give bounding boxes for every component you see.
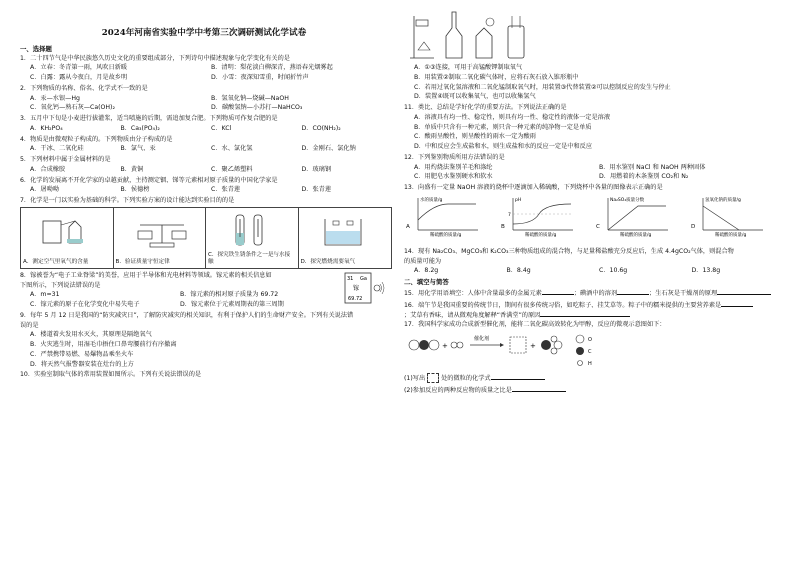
q10-stem: 10．实验室制取气体的常用装置如图所示。下列有关说法错误的是 [20,371,202,379]
q13-graph-d [689,194,784,246]
q7-apparatus-table [20,207,392,269]
ga-mass: 69.72 [348,295,363,302]
q15-part-b: ；碘酒中的溶剂 [573,290,618,297]
section-fill: 二、填空与简答 [404,278,449,286]
q5-option-c: C．聚乙烯塑料 [211,165,253,173]
q3-option-c: C．KCl [211,124,232,132]
section-choice: 一、选择题 [20,44,52,53]
beaker-icon [317,211,377,249]
q10-option-d: D．装置④既可以收集氧气，也可以收集氢气 [414,93,536,101]
legend-o: O [588,337,592,343]
q11-option-d: D．中和反应会生成盐和水，则生成盐和水的反应一定是中和反应 [414,143,593,150]
q15-part-c: ；生石灰是干燥剂的原理 [649,290,718,297]
q12-stem: 12．下列鉴别物质所用方法错误的是 [404,153,505,161]
q17-stem: 17．我国科学家成功合成新型催化剂，能将二氧化碳高效转化为甲醇，反应的微观示意图如下： [404,321,666,329]
q7-cell-b [114,208,207,268]
q12-option-d: D．用燃着的木条鉴别 CO₂和 N₂ [599,173,689,181]
left-column [16,0,392,381]
balance-icon [132,211,192,249]
q6-option-c: C．张青莲 [211,186,241,194]
q13-b-ylabel: pH [515,197,522,203]
q5-option-b: B．黄铜 [120,165,144,173]
q13-c-letter: C [596,223,600,230]
q11-option-b: B．单质中只含有一种元素，则只含一种元素的纯净物一定是单质 [414,123,592,131]
q4-option-c: C．水、氯化氢 [211,145,253,153]
catalyst-label: 催化剂 [474,336,490,342]
ga-number: 31 [347,275,354,282]
q8-stem: 8．镓被誉为“电子工业脊梁”的美誉，应用于半导体和光电材料等领域。镓元素的相关信息如 [20,271,272,279]
gas-apparatus-icon [404,6,544,60]
svg-text:+: + [442,342,448,350]
q17-sub2 [404,385,784,395]
q17-blank-2[interactable] [512,385,566,392]
q16-part-a: 16．端午节是我国重要的传统节日，期间有很多传统习俗，如吃粽子、挂艾草等。粽子中的糯米提供的主要营养素是 [404,301,722,309]
q5-option-a: A．合成橡胶 [30,165,66,173]
q7-stem: 7．化学是一门以实验为基础的科学。下列实验方案的设计能达到实验目的的是 [20,197,235,205]
q9-option-d: D．将天然气报警器安装在灶台的上方 [30,360,134,368]
q15-blank-2[interactable] [617,288,649,295]
q4-option-a: A．干冰、二氧化硅 [30,145,84,153]
q16-blank-2[interactable] [540,310,630,317]
q10-option-c: C．若用过氧化氢溶液和二氧化锰制取氧气时，用装置③代替装置②可以控制反应的发生与停止 [414,83,671,91]
q17-sub1-a: (1)写出 [404,375,426,382]
q17-sub2-text: (2)参加反应的两种反应物的质量之比是 [404,387,512,394]
q13-a-letter: A [406,223,410,230]
q2-option-b: B．氢氧化钠—烧碱—NaOH [211,94,289,102]
q17-blank-1[interactable] [491,373,545,380]
q10-option-a: A．①③连接，可用于高锰酸钾制取氧气 [414,64,523,71]
legend-h: H [588,361,592,367]
q13-d-letter: D [691,223,696,230]
q9-stem-cont: 误的是 [20,321,39,329]
right-column [400,0,784,397]
q8-option-b: B．镓元素的相对原子质量为 69.72 [180,291,279,299]
q17-molecule-diagram [404,331,784,371]
q13-b-ph-tick: 7 [508,212,511,218]
q13-d-xlabel: 稀硫酸的质量/g [715,232,747,238]
q7-caption-d: D．探究燃烧需要氧气 [300,259,356,265]
q7-caption-a: A．测定空气里氧气的含量 [23,259,89,265]
q12-option-c: C．用肥皂水鉴别硬水和软水 [414,173,493,181]
q8-block [16,272,392,309]
q2-stem: 2．下列物质的名称、俗名、化学式不一致的是 [20,84,148,92]
svg-text:+: + [530,342,536,350]
q15-blank-3[interactable] [717,288,771,295]
q6-option-d: D．张青莲 [301,186,332,194]
q14-stem-cont: 的质量可能为 [404,257,442,265]
exam-title: 2024年河南省实验中学中考第三次调研测试化学试卷 [101,28,307,38]
q4-stem: 4．物质是由微观粒子构成的。下列物质由分子构成的是 [20,135,173,143]
q10-option-b: B．用装置②制取二氧化碳气体时，应将石灰石放入锥形瓶中 [414,73,579,81]
q17-sub1-b: 处的微粒的化学式 [441,375,491,382]
q7-cell-a [21,208,114,268]
q13-stem: 13．向盛有一定量 NaOH 溶液的烧杯中逐滴加入稀硫酸，下列烧杯中各量的图像表示正确的是 [404,184,663,191]
q13-b-letter: B [501,223,505,230]
q11-option-c: C．酸雨呈酸性，则呈酸性的雨水一定为酸雨 [414,133,536,141]
ga-name: 镓 [353,284,360,292]
q7-cell-c [206,208,299,268]
q2-option-c: C．氧化钙—熟石灰—Ca(OH)₂ [30,104,115,112]
q6-option-a: A．屠呦呦 [30,186,59,194]
q13-graph-c [594,194,689,246]
q7-caption-b: B．验证质量守恒定律 [115,259,170,265]
test-tube-icon [224,211,284,249]
q7-caption-c: C．探究铁生锈条件之一是与水接触 [208,252,291,265]
legend-c: C [588,349,592,355]
q16-blank-1[interactable] [721,300,753,307]
q14-option-b: B．8.4g [506,267,531,275]
q6-option-b: B．侯德榜 [120,186,150,194]
flask-apparatus-icon [39,211,99,249]
q1-option-d: D．小雪：夜深知雪重，时闻折竹声 [211,74,309,82]
q1-option-a: A．立春：冬青第一雨，风吹日新暖 [30,64,128,72]
q3-option-d: D．CO(NH₂)₂ [301,124,341,132]
ga-symbol: Ga [360,275,367,282]
q17-sub1 [404,373,784,383]
q16-part-b: ；艾草有香味，请从微观角度解释“香满堂”的原因 [404,311,541,319]
q12-option-b: B．用水鉴别 NaCl 和 NaOH 两种固体 [599,163,706,171]
q13-graph-a [404,194,499,246]
q15-part-a: 15．用化学用语填空：人体中含量最多的金属元素 [404,290,542,297]
q8-stem-cont: 下图所示，下列说法错误的是 [20,281,101,289]
q9-stem: 9．每年 5 月 12 日是我国的“防灾减灾日”，了解防灾减灾的相关知识，有利于保护人们的生命财产安全。下列有关说法错 [20,311,354,319]
q8-option-c: C．镓元素的原子在化学变化中易失电子 [30,301,140,309]
q11-option-a: A．溶液具有均一性、稳定性，则具有均一性、稳定性的液体一定是溶液 [414,113,611,121]
q13-c-ylabel: Na₂SO₄质量分数 [610,197,645,203]
q8-option-d: D．镓元素位于元素周期表的第三周期 [180,301,284,309]
q2-option-a: A．汞—水银—Hg [30,94,80,102]
q14-option-d: D．13.8g [691,267,721,275]
q14-option-c: C．10.6g [599,267,628,275]
q9-option-a: A．楼道着火发用水灭火，其原理是隔绝氧气 [30,331,152,339]
q8-option-a: A．m=31 [30,291,60,299]
q14-option-a: A．8.2g [414,267,439,275]
q5-option-d: D．玻璃钢 [301,165,332,173]
q15 [404,288,784,298]
q1-option-b: B．清明：梨花淡白柳深青，燕语春光烟雾起 [211,64,333,72]
q1-option-c: C．白露：露从今夜白，月是故乡明 [30,74,128,82]
q13-a-ylabel: 水的质量/g [420,197,443,203]
q4-option-b: B．氯气、汞 [120,145,156,153]
q2-option-d: D．碳酸氢钠—小苏打—NaHCO₃ [211,104,303,112]
q13-a-xlabel: 稀硫酸的质量/g [430,232,462,238]
q14-stem: 14．现有 Na₂CO₃、MgCO₃和 K₂CO₃三种物质组成的混合物，与足量稀盐酸充分反应后，生成 4.4gCO₂气体，则混合物 [404,247,734,255]
q13-b-xlabel: 稀硫酸的质量/g [525,232,557,238]
q13-c-xlabel: 稀硫酸的质量/g [620,232,652,238]
q13-d-ylabel: 氢氧化钠的质量/g [705,197,741,203]
q13-graph-b [499,194,594,246]
q16 [404,300,784,320]
q10-apparatus [404,6,784,60]
q9-option-b: B．火灾逃生时，用湿毛巾捂住口鼻弯腰前行有序撤离 [30,341,177,349]
q3-stem: 3．五月中下旬是小麦进行拔灌浆，适当喷施的后期，需追加复合肥。下列物质可作复合肥的是 [20,115,278,123]
q4-option-d: D．金刚石、氯化钠 [301,145,356,153]
q5-stem: 5．下列材料中属于金属材料的是 [20,156,111,164]
q7-cell-d [299,208,392,268]
q11-stem: 11．类比、总结是学好化学的重要方法。下列说法正确的是 [404,104,567,111]
reaction-diagram [404,331,624,371]
q1-stem: 1．二十四节气是中华民族悠久历史文化的重要组成部分，下列诗句中描述现象与化学变化有关的是 [20,54,290,62]
q9-option-c: C．严禁携带易燃、易爆物品乘坐火车 [30,350,134,358]
q15-blank-1[interactable] [542,288,574,295]
q17-box-icon [427,373,439,383]
q6-stem: 6．化学的发展离不开化学家的卓越贡献，主持测定铟、锑等元素相对原子质量的中国化学家是 [20,176,278,184]
q3-option-b: B．Ca₃(PO₄)₂ [120,124,160,132]
gallium-element-card [344,272,386,310]
q13-graphs [404,194,784,246]
q3-option-a: A．KH₂PO₄ [30,124,63,132]
q12-option-a: A．用灼烧法鉴别羊毛和涤纶 [414,163,493,171]
